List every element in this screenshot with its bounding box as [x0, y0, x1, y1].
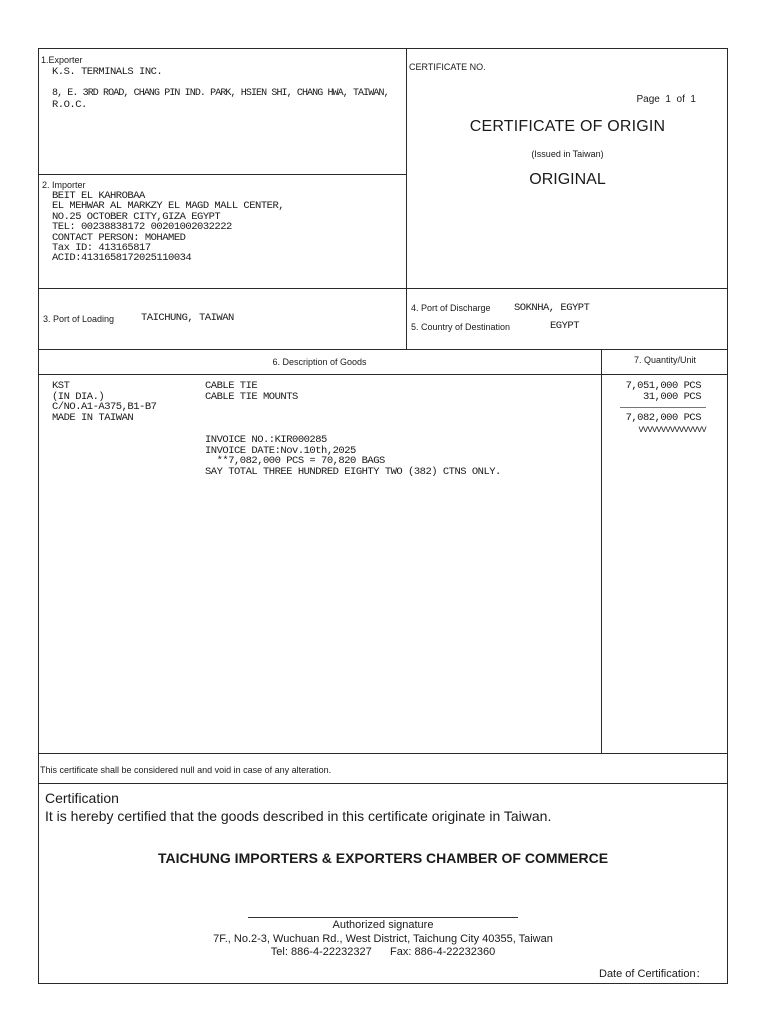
- outer-border-bottom: [38, 983, 728, 984]
- importer-label: 2. Importer: [42, 180, 86, 190]
- mark-line-brand: KST: [52, 380, 70, 392]
- shipping-marks: [52, 381, 156, 423]
- quantity-cable-tie: 7,051,000 PCS: [625, 380, 701, 392]
- importer-contact: CONTACT PERSON: MOHAMED: [52, 231, 186, 244]
- chamber-contact: Tel: 886-4-22232327 Fax: 886-4-22232360: [270, 946, 496, 958]
- item-cable-tie: CABLE TIE: [205, 380, 258, 392]
- exporter-label: 1.Exporter: [41, 55, 83, 65]
- mark-line-dia: (IN DIA.): [52, 390, 105, 403]
- port-of-loading-value: TAICHUNG, TAIWAN: [141, 312, 234, 324]
- goods-top-divider: [38, 349, 728, 350]
- exporter-name: K.S. TERMINALS INC.: [52, 66, 163, 78]
- quantity-cable-tie-mounts: 31,000 PCS: [642, 390, 701, 403]
- quantity-total: 7,082,000 PCS: [625, 412, 701, 424]
- certification-statement: It is hereby certified that the goods described in this certificate originate in Taiwan.: [45, 808, 552, 824]
- original-copy-label: ORIGINAL: [529, 171, 606, 188]
- country-of-destination-label: 5. Country of Destination: [411, 322, 511, 332]
- date-of-certification-label: Date of Certification：: [599, 968, 707, 980]
- authorized-signature-label: Authorized signature: [332, 919, 434, 931]
- importer-city: NO.25 OCTOBER CITY,GIZA EGYPT: [52, 210, 221, 223]
- quantity-list: [605, 381, 701, 402]
- invoice-details: [205, 435, 501, 477]
- ports-top-divider: [38, 288, 728, 289]
- certificate-no-label: CERTIFICATE NO.: [409, 62, 486, 72]
- description-of-goods-header: 6. Description of Goods: [272, 357, 367, 367]
- importer-acid: ACID:4131658172025110034: [52, 252, 192, 265]
- goods-items: [205, 381, 298, 402]
- exporter-importer-divider: [38, 174, 407, 175]
- port-of-loading-label: 3. Port of Loading: [43, 314, 115, 324]
- chamber-address: 7F., No.2-3, Wuchuan Rd., West District, Taichung City 40355, Taiwan: [213, 933, 553, 945]
- invoice-pieces-bags: **7,082,000 PCS = 70,820 BAGS: [205, 455, 385, 467]
- exporter-address-line1: 8, E. 3RD ROAD, CHANG PIN IND. PARK, HSIEN SHI, CHANG HWA, TAIWAN,: [52, 88, 389, 99]
- item-cable-tie-mounts: CABLE TIE MOUNTS: [205, 390, 298, 403]
- quantity-column-divider: [601, 349, 602, 754]
- country-of-destination-value: EGYPT: [550, 320, 580, 332]
- importer-name: BEIT EL KAHROBAA: [52, 190, 145, 202]
- port-of-discharge-value: SOKNHA, EGYPT: [514, 302, 590, 314]
- quantity-unit-header: 7. Quantity/Unit: [633, 355, 697, 365]
- certificate-title: CERTIFICATE OF ORIGIN: [469, 118, 666, 135]
- outer-border-top: [38, 48, 728, 49]
- signature-line: [248, 917, 518, 918]
- goods-bottom-divider: [38, 753, 728, 754]
- invoice-number: INVOICE NO.:KIR000285: [205, 434, 327, 446]
- importer-phone: TEL: 00238838172 00201002032222: [52, 221, 232, 234]
- goods-header-divider: [38, 374, 728, 375]
- port-of-discharge-label: 4. Port of Discharge: [411, 303, 491, 313]
- void-notice: This certificate shall be considered null and void in case of any alteration.: [40, 765, 332, 775]
- outer-border-right: [727, 48, 728, 984]
- mark-line-carton-numbers: C/NO.A1-A375,B1-B7: [52, 401, 157, 413]
- quantity-sum-rule: [620, 407, 706, 408]
- outer-border-left: [38, 48, 39, 984]
- invoice-total-cartons: SAY TOTAL THREE HUNDRED EIGHTY TWO (382) CTNS ONLY.: [205, 465, 501, 478]
- importer-details: [52, 191, 284, 264]
- header-divider-vertical: [406, 48, 407, 350]
- exporter-address-line2: R.O.C.: [52, 99, 87, 111]
- mark-line-origin: MADE IN TAIWAN: [52, 411, 134, 424]
- invoice-date: INVOICE DATE:Nov.10th,2025: [205, 444, 356, 457]
- issued-in-taiwan: (Issued in Taiwan): [531, 149, 604, 159]
- quantity-total-marker: VVVVVVVVVVVVVVV: [638, 425, 706, 435]
- page-number: Page 1 of 1: [636, 94, 696, 105]
- void-notice-divider: [38, 783, 728, 784]
- importer-street: EL MEHWAR AL MARKZY EL MAGD MALL CENTER,: [52, 200, 285, 213]
- importer-tax-id: Tax ID: 413165817: [52, 242, 151, 255]
- chamber-name: TAICHUNG IMPORTERS & EXPORTERS CHAMBER OF COMMERCE: [157, 850, 609, 866]
- certification-heading: Certification: [45, 790, 119, 806]
